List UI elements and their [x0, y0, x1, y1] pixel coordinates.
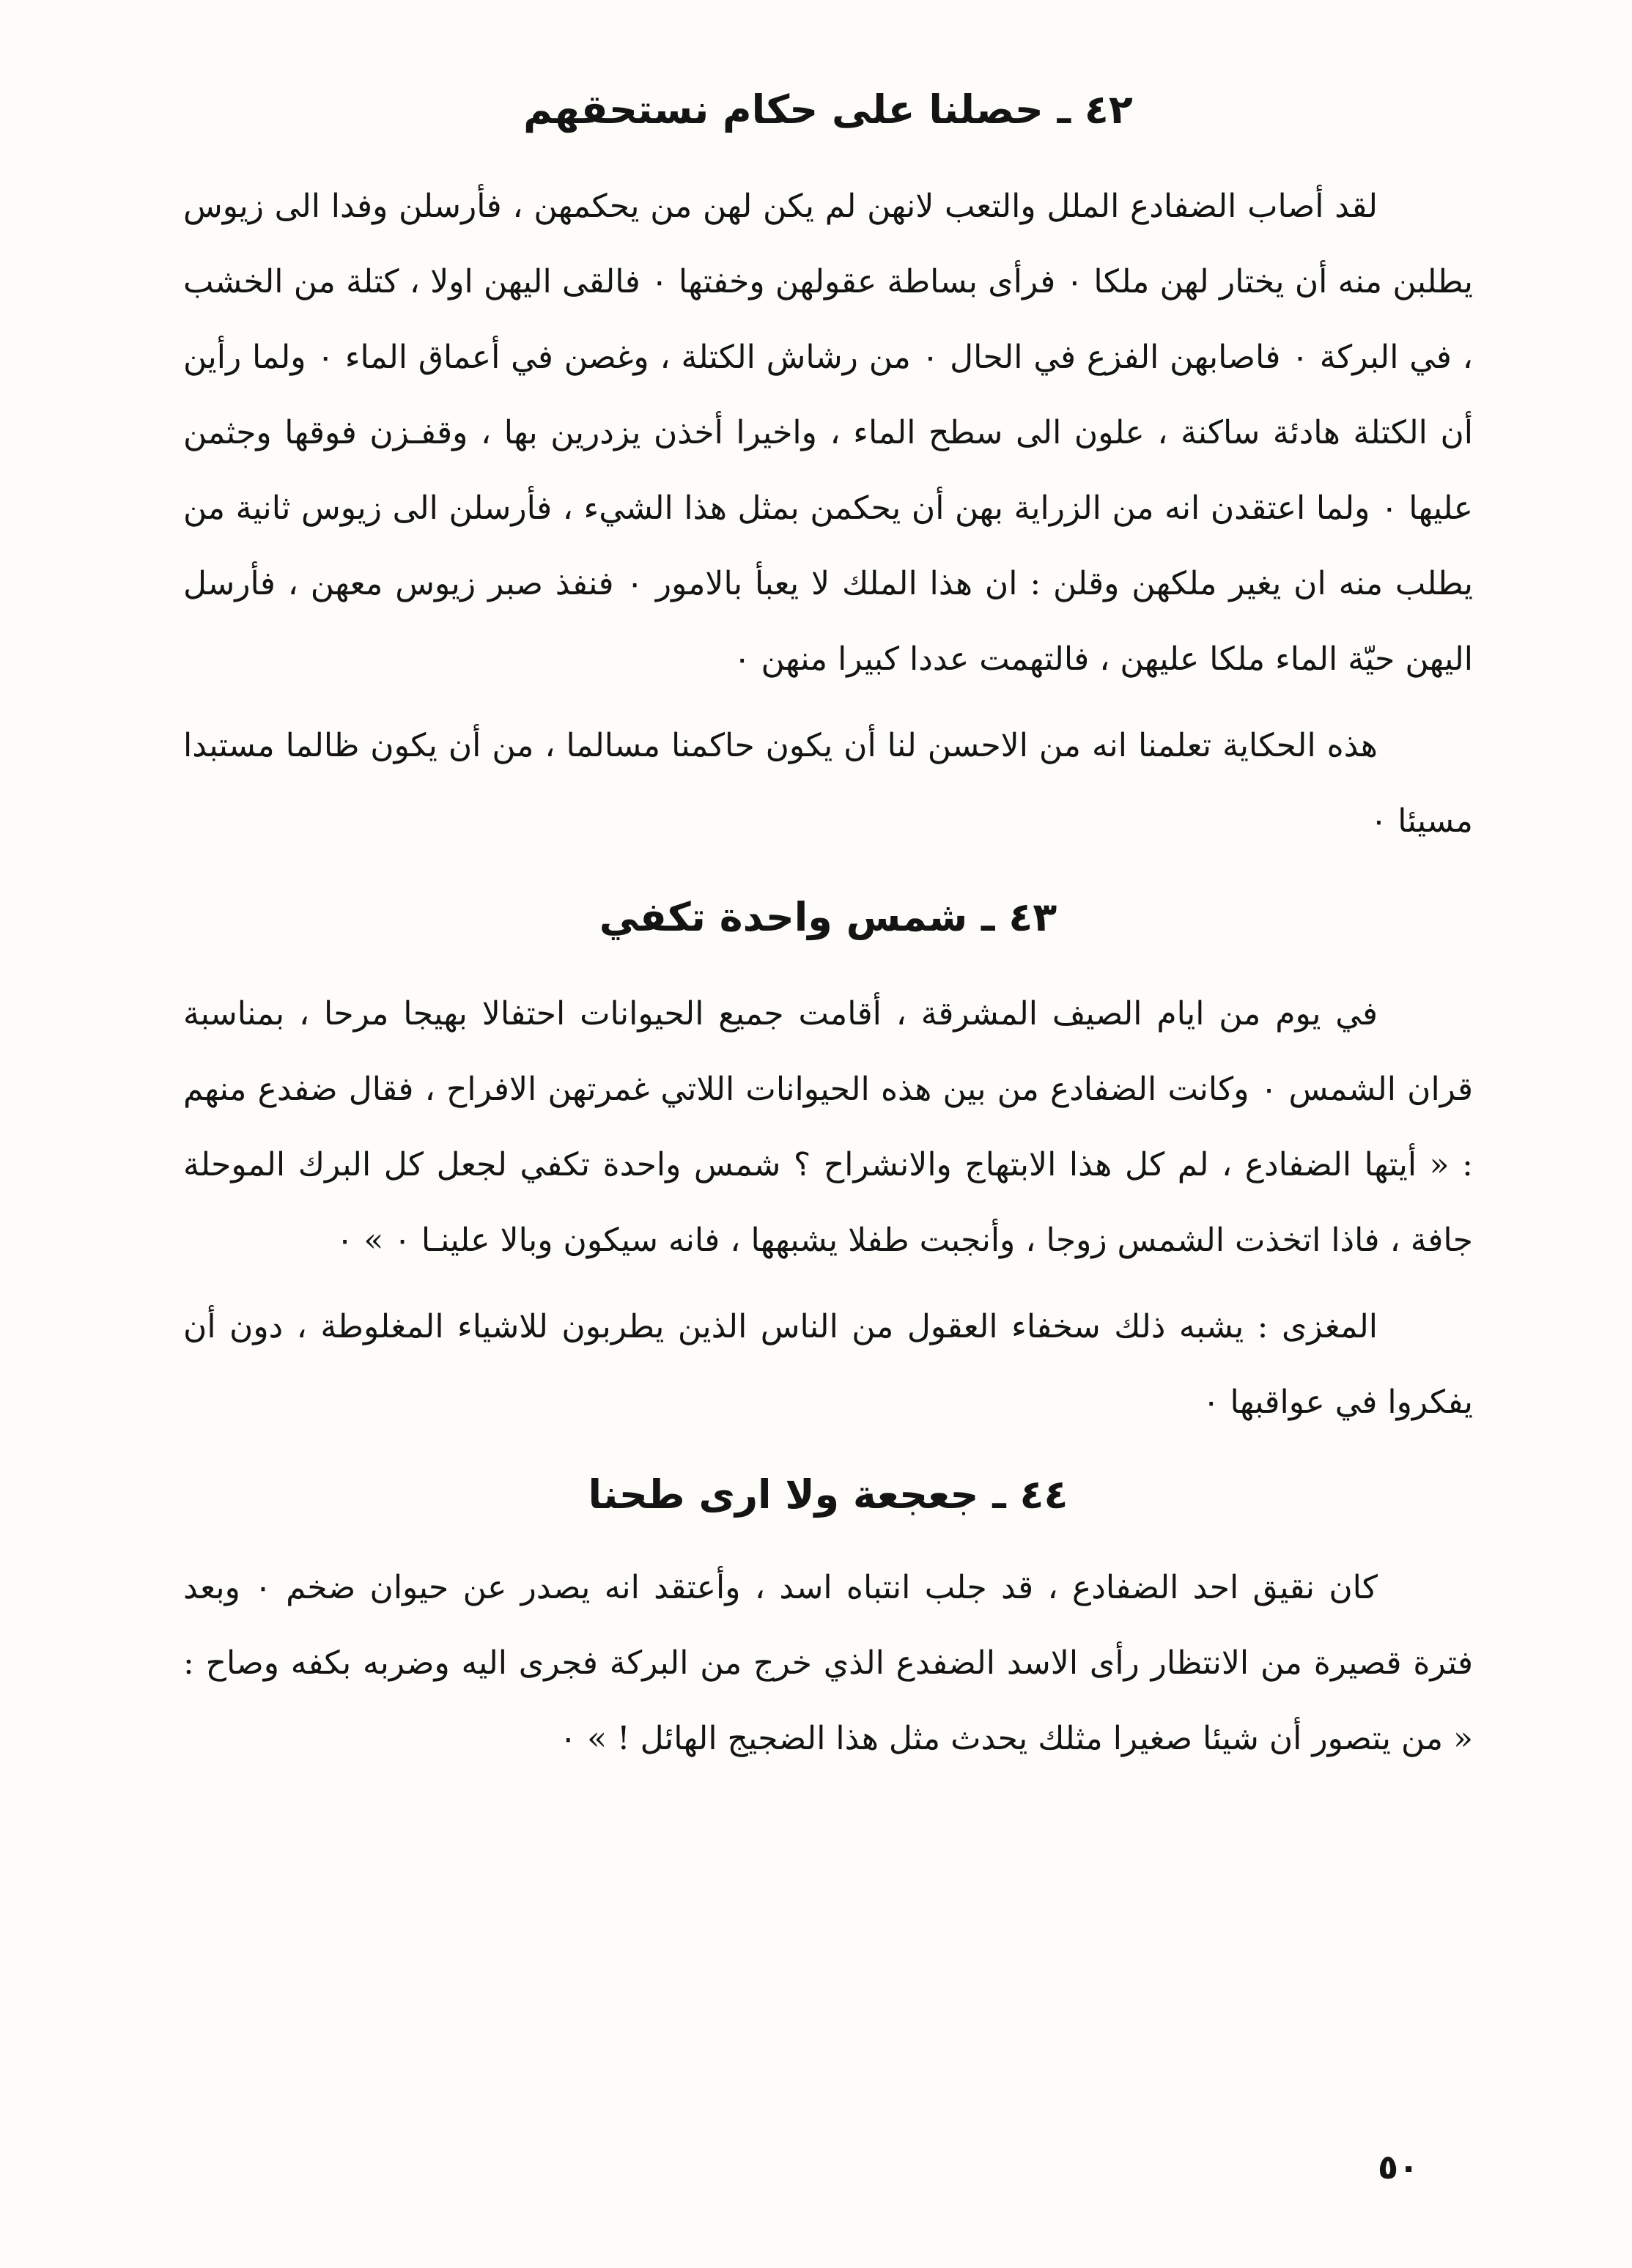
story-43-paragraph-1: في يوم من ايام الصيف المشرقة ، أقامت جميع الحيوانات احتفالا بهيجا مرحا ، بمناسبة قران الشمس ٠ وكانت الضفادع من بين هذه الحيوانات اللاتي غمرتهن الافراح ، فقال ضفدع منهم : « أيتها الضفادع ، لم كل هذا الابتهاج والانشراح ؟ شمس واحدة تكفي لجعل كل البرك الموحلة جافة ، فاذا اتخذت الشمس زوجا ، وأنجبت طفلا يشبهها ، فانه سيكون وبالا علينـا ٠ » ٠	[183, 995, 1473, 1259]
page-number: ٥٠	[1378, 2147, 1419, 2187]
book-page	[183, 81, 1473, 2220]
story-44-paragraph-1: كان نقيق احد الضفادع ، قد جلب انتباه اسد ، وأعتقد انه يصدر عن حيوان ضخم ٠ وبعد فترة قصيرة من الانتظار رأى الاسد الضفدع الذي خرج من البركة فجرى اليه وضربه بكفه وصاح : « من يتصور أن شيئا صغيرا مثلك يحدث مثل هذا الضجيج الهائل ! » ٠	[183, 1569, 1473, 1757]
story-42-moral: هذه الحكاية تعلمنا انه من الاحسن لنا أن يكون حاكمنا مسالما ، من أن يكون ظالما مستبدا مسيئا ٠	[183, 727, 1473, 840]
story-42-paragraph-1: لقد أصاب الضفادع الملل والتعب لانهن لم يكن لهن من يحكمهن ، فأرسلن وفدا الى زيوس يطلبن منه أن يختار لهن ملكا ٠ فرأى بساطة عقولهن وخفتها ٠ فالقى اليهن اولا ، كتلة من الخشب ، في البركة ٠ فاصابهن الفزع في الحال ٠ من رشاش الكتلة ، وغصن في أعماق الماء ٠ ولما رأين أن الكتلة هادئة ساكنة ، علون الى سطح الماء ، واخيرا أخذن يزدرين بها ، وقفـزن فوقها وجثمن عليها ٠ ولما اعتقدن انه من الزراية بهن أن يحكمن بمثل هذا الشيء ، فأرسلن الى زيوس ثانية من يطلب منه ان يغير ملكهن وقلن : ان هذا الملك لا يعبأ بالامور ٠ فنفذ صبر زيوس معهن ، فأرسل اليهن حيّة الماء ملكا عليهن ، فالتهمت عددا كبيرا منهن ٠	[183, 188, 1474, 678]
story-title-44: ٤٤ ـ جعجعة ولا ارى طحنا	[588, 1471, 1068, 1518]
story-title-43: ٤٣ ـ شمس واحدة تكفي	[599, 894, 1057, 940]
story-title-42: ٤٢ ـ حصلنا على حكام نستحقهم	[523, 86, 1133, 133]
story-43-moral: المغزى : يشبه ذلك سخفاء العقول من الناس الذين يطربون للاشياء المغلوطة ، دون أن يفكروا في عواقبها ٠	[183, 1308, 1473, 1421]
